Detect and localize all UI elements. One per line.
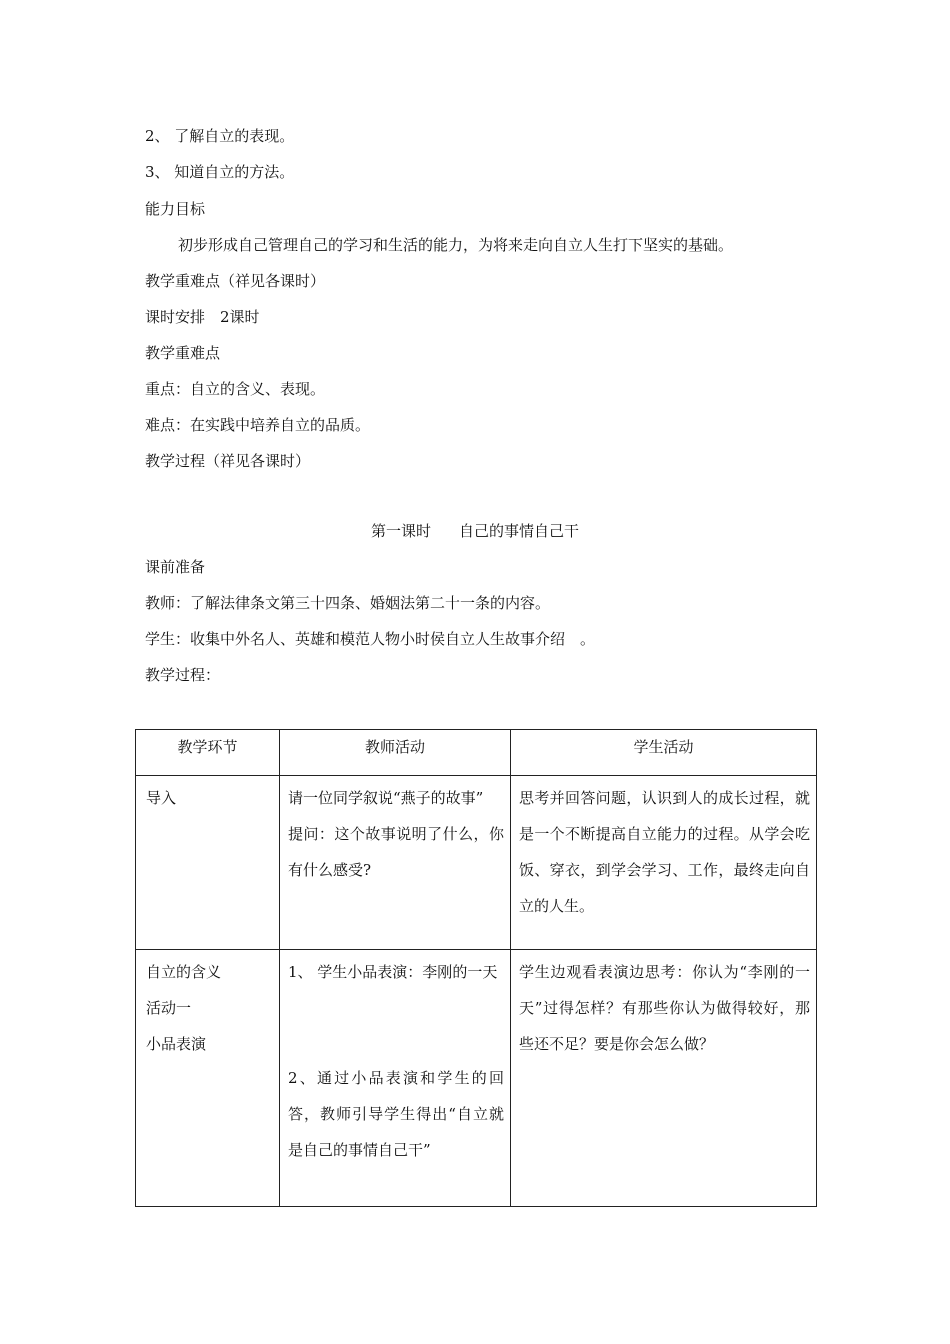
process-heading: 教学过程： xyxy=(145,666,221,684)
stage-label: 小品表演 xyxy=(146,1034,207,1053)
objective-item-3: 3、 知道自立的方法。 xyxy=(145,163,295,181)
lesson-plan-table xyxy=(135,729,817,1207)
teacher-activity: 提问：这个故事说明了什么，你有什么感受? xyxy=(288,824,504,879)
stage-label: 活动一 xyxy=(146,998,192,1017)
difficulty-heading: 教学重难点 xyxy=(145,344,221,362)
teacher-activity: 请一位同学叙说“燕子的故事” xyxy=(288,788,484,807)
student-activity: 思考并回答问题，认识到人的成长过程，就是一个不断提高自立能力的过程。从学会吃饭、穿衣，到学会学习、工作，最终走向自立的人生。 xyxy=(519,788,810,915)
lesson-number: 第一课时 xyxy=(370,522,431,540)
key-point: 重点：自立的含义、表现。 xyxy=(145,380,326,398)
table-header-row xyxy=(136,730,817,776)
lesson-title xyxy=(0,521,950,541)
header-teacher: 教师活动 xyxy=(364,738,425,756)
ability-heading: 能力目标 xyxy=(145,200,206,218)
prep-student: 学生：收集中外名人、英雄和模范人物小时侯自立人生故事介绍 。 xyxy=(145,630,596,648)
teacher-activity: 1、 学生小品表演：李刚的一天 xyxy=(288,962,498,981)
objective-item-2: 2、 了解自立的表现。 xyxy=(145,127,295,145)
stage-label: 导入 xyxy=(146,788,177,807)
difficulty-note: 教学重难点（祥见各课时） xyxy=(145,272,326,290)
table-row xyxy=(136,949,817,1206)
teacher-activity: 2、通过小品表演和学生的回答，教师引导学生得出“自立就是自己的事情自己干” xyxy=(288,1068,504,1159)
difficult-point: 难点：在实践中培养自立的品质。 xyxy=(145,416,371,434)
student-activity: 学生边观看表演边思考：你认为“李刚的一天”过得怎样？有那些你认为做得较好，那些还不足？要是你会怎么做？ xyxy=(519,962,810,1053)
schedule-line: 课时安排 2课时 xyxy=(145,308,260,326)
table-row xyxy=(136,775,817,949)
header-stage: 教学环节 xyxy=(177,738,238,756)
ability-text: 初步形成自己管理自己的学习和生活的能力，为将来走向自立人生打下坚实的基础。 xyxy=(178,236,734,254)
header-student: 学生活动 xyxy=(633,738,694,756)
stage-label: 自立的含义 xyxy=(146,962,222,981)
process-note: 教学过程（祥见各课时） xyxy=(145,452,311,470)
prep-teacher: 教师：了解法律条文第三十四条、婚姻法第二十一条的内容。 xyxy=(145,594,551,612)
prep-heading: 课前准备 xyxy=(145,558,206,576)
lesson-name: 自己的事情自己干 xyxy=(459,522,580,540)
